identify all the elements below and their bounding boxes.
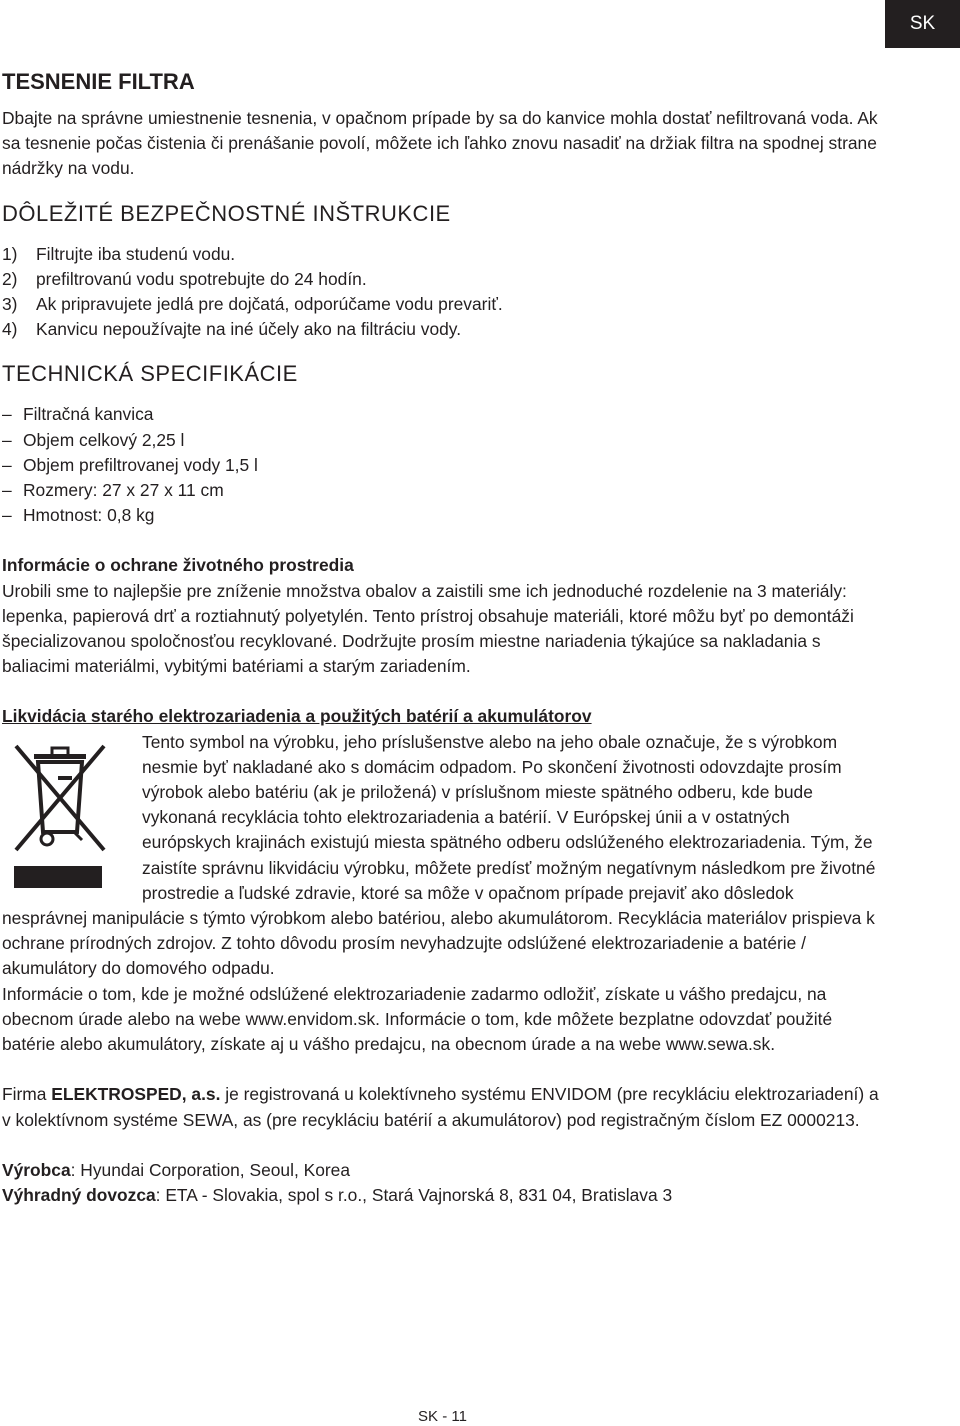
environment-text: Urobili sme to najlepšie pre zníženie množstva obalov a zaistili sme ich jednoduché rozdelenie na 3 materiály: lepenka, papierová drť a roztiahnutý polyetylén. Tento prístroj obsahuje materiáli, ktoré môžu byť po demontáži špecializovanou spoločnosťou recyklované. Dodržujte prosím miestne nariadenia týkajúce sa nakladania s baliacimi materiálmi, vybitými batériami a starým zariadením. xyxy=(2,580,854,677)
manufacturer-line: Výrobca: Hyundai Corporation, Seoul, Korea xyxy=(2,1159,351,1180)
environment-title: Informácie o ochrane životného prostredia xyxy=(2,555,354,576)
importer-line: Výhradný dovozca: ETA - Slovakia, spol s r.o., Stará Vajnorská 8, 831 04, Bratislava 3 xyxy=(2,1184,673,1205)
specs-title: TECHNICKÁ SPECIFIKÁCIE xyxy=(2,361,298,387)
list-item: – Filtračná kanvica xyxy=(2,404,154,425)
crossed-out-wheelie-bin-icon xyxy=(12,740,108,890)
list-item: 1) Filtrujte iba studenú vodu. xyxy=(2,243,236,264)
list-item: 4) Kanvicu nepoužívajte na iné účely ako na filtráciu vody. xyxy=(2,319,462,340)
list-item: – Objem prefiltrovanej vody 1,5 l xyxy=(2,454,258,475)
disposal-text: Tento symbol na výrobku, jeho príslušenstve alebo na jeho obale označuje, že s výrobkom nesmie byť nakladané ako s domácim odpadom. Po skončení životnosti odovzdajte prosím výrobok alebo batériu (ak je priložená) v príslušnom mieste spätného odberu, kde bude vykonaná recyklácia tohto elektrozariadenia a batérií. V Európskej únii a v ostatných európskych krajinách existujú miesta spätného odberu odslúženého elektrozariadenia. Tým, že zaistíte správnu likvidáciu výrobku, môžete predísť možným negatívnym následkom pre životné prostredie a ľudské zdravie, ktoré sa môže v opačnom prípade prejaviť ako dôsledok nesprávnej manipulácie s týmto výrobkom alebo batériou, alebo akumulátorom. Recyklácia materiálov prispieva k ochrane prírodných zdrojov. Z tohto dôvodu prosím nevyhadzujte odslúžené elektrozariadenie a batérie / akumulátory do domového odpadu. xyxy=(2,731,876,979)
list-item: 3) Ak pripravujete jedlá pre dojčatá, odporúčame vodu prevariť. xyxy=(2,294,503,315)
list-item: 2) prefiltrovanú vodu spotrebujte do 24 hodín. xyxy=(2,268,367,289)
filter-seal-title: TESNENIE FILTRA xyxy=(2,69,195,94)
safety-title: DÔLEŽITÉ BEZPEČNOSTNÉ INŠTRUKCIE xyxy=(2,200,451,226)
disposal-section xyxy=(2,730,882,1058)
document-content xyxy=(2,68,882,1208)
registration-text: Firma ELEKTROSPED, a.s. je registrovaná u kolektívneho systému ENVIDOM (pre recykláciu elektrozariadení) a v kolektívnom systéme SEWA, as (pre recykláciu batérií a akumulátorov) pod registračným číslom EZ 0000213. xyxy=(2,1084,879,1130)
safety-list xyxy=(2,242,882,343)
page-number: SK - 11 xyxy=(418,1408,467,1425)
list-item: – Hmotnost: 0,8 kg xyxy=(2,505,155,526)
filter-seal-text: Dbajte na správne umiestnenie tesnenia, v opačnom prípade by sa do kanvice mohla dostať nefiltrovaná voda. Ak sa tesnenie počas čistenia či prenášanie povolí, môžete ich ľahko znovu nasadiť na držiak filtra na spodnej strane nádržky na vodu. xyxy=(2,108,878,179)
list-item: – Objem celkový 2,25 l xyxy=(2,429,185,450)
disposal-info-text: Informácie o tom, kde je možné odslúžené elektrozariadenie zadarmo odložiť, získate u vášho predajcu, na obecnom úrade alebo na webe www.envidom.sk. Informácie o tom, kde môžete bezplatne odovzdať použité batérie alebo akumulátory, získate aj u vášho predajcu, na obecnom úrade a na webe www.sewa.sk. xyxy=(2,983,833,1055)
list-item: – Rozmery: 27 x 27 x 11 cm xyxy=(2,480,224,501)
disposal-title: Likvidácia starého elektrozariadenia a použitých batérií a akumulátorov xyxy=(2,706,592,727)
language-tab: SK xyxy=(885,0,960,48)
specs-list xyxy=(2,402,882,528)
company-name: ELEKTROSPED, a.s. xyxy=(51,1084,221,1105)
